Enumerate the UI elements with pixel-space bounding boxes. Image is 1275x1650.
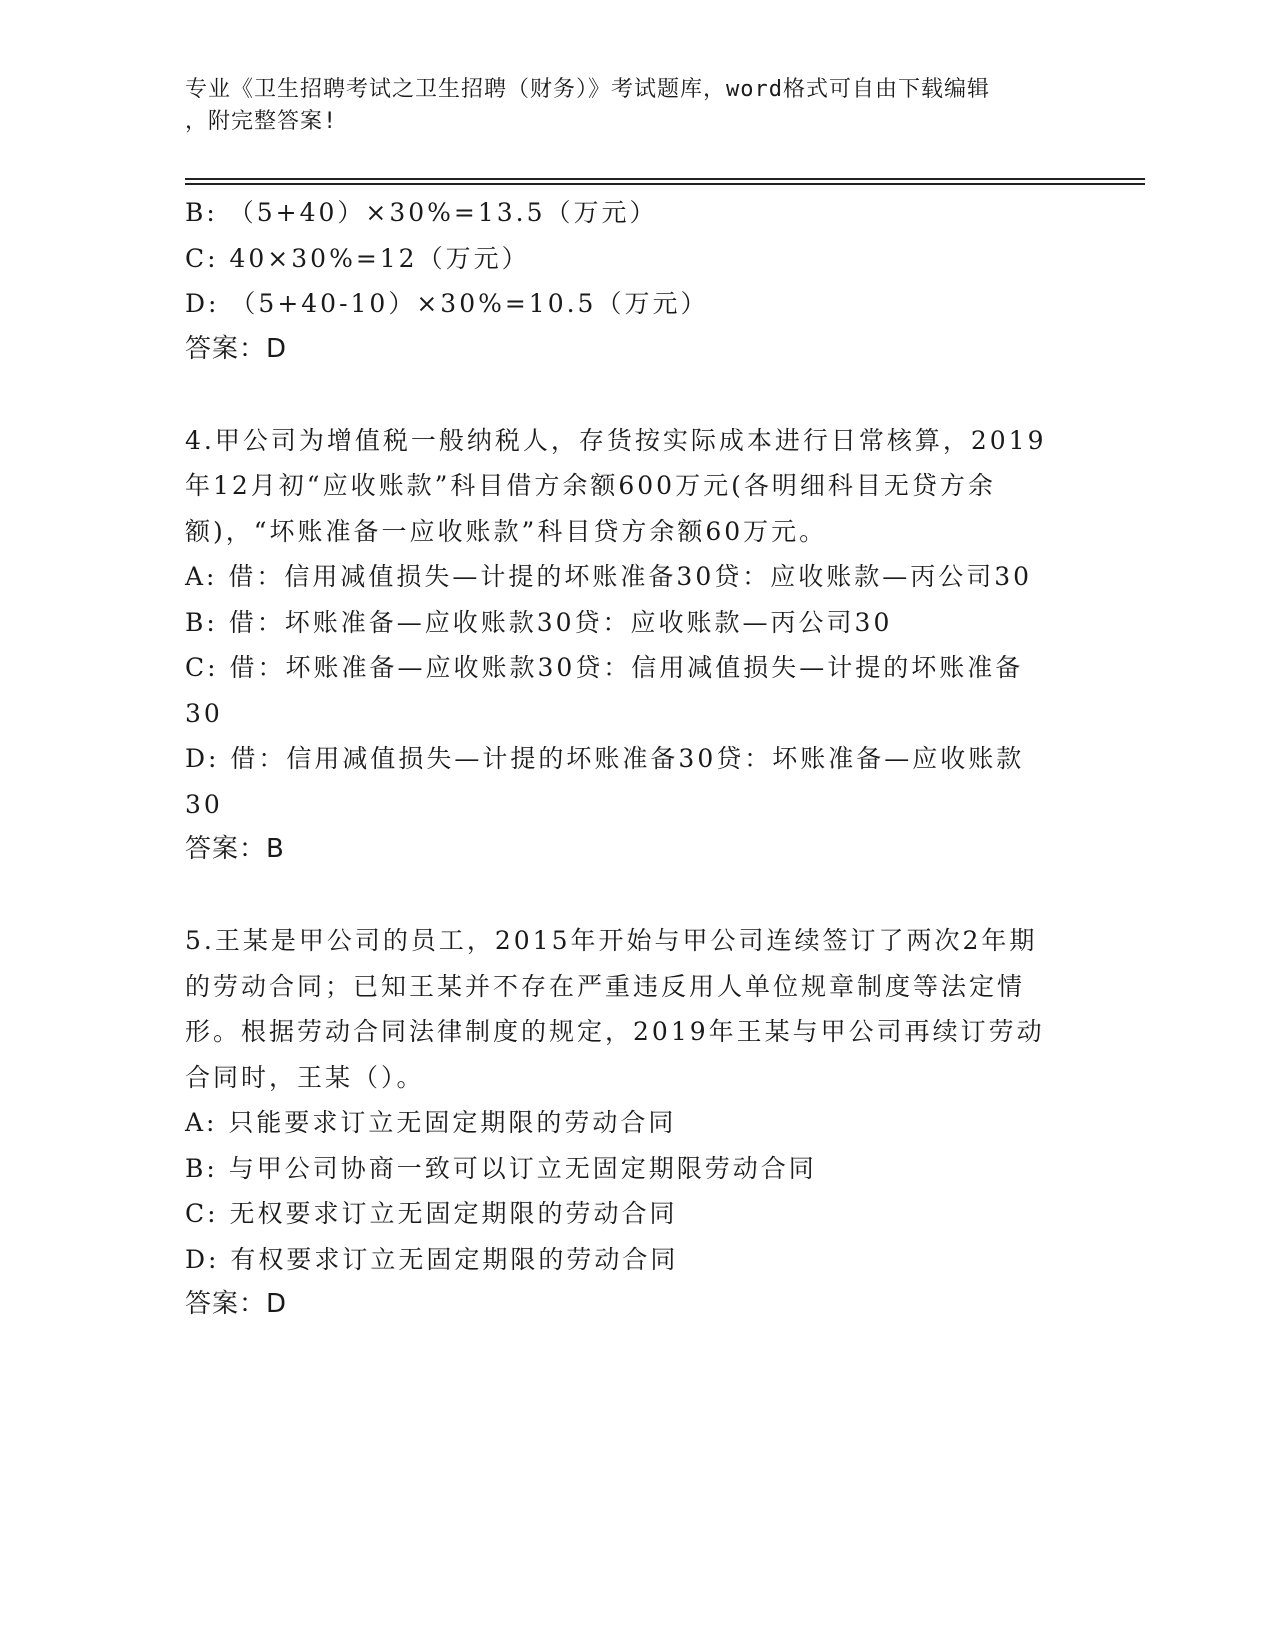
question-stem-line: 4.甲公司为增值税一般纳税人，存货按实际成本进行日常核算，2019 (185, 425, 1047, 455)
option-d-continued: 30 (185, 789, 223, 819)
question-3 (185, 190, 1085, 372)
question-5 (185, 918, 1085, 1328)
option-c: C: 无权要求订立无固定期限的劳动合同 (185, 1199, 678, 1228)
option-b: B: 与甲公司协商一致可以订立无固定期限劳动合同 (185, 1153, 817, 1183)
question-stem-line: 额)，“坏账准备一应收账款”科目贷方余额60万元。 (185, 516, 828, 546)
header-line-1: 专业《卫生招聘考试之卫生招聘（财务）》考试题库，word格式可自由下载编辑 (185, 77, 990, 102)
spacer (185, 873, 1085, 919)
question-stem-line: 5.王某是甲公司的员工，2015年开始与甲公司连续签订了两次2年期 (185, 926, 1038, 955)
header-line-2: ，附完整答案! (185, 109, 338, 134)
question-4 (185, 418, 1085, 873)
option-c: C: 借：坏账准备—应收账款30贷：信用减值损失—计提的坏账准备 (185, 653, 1024, 682)
option-d: D: 有权要求订立无固定期限的劳动合同 (185, 1244, 679, 1274)
option-d: D: 借：信用减值损失—计提的坏账准备30贷：坏账准备—应收账款 (185, 744, 1025, 773)
option-a: A: 借：信用减值损失—计提的坏账准备30贷：应收账款—丙公司30 (185, 562, 1033, 591)
question-stem-line: 形。根据劳动合同法律制度的规定，2019年王某与甲公司再续订劳动 (185, 1017, 1045, 1046)
header-divider-bottom (185, 183, 1145, 185)
document-header (185, 74, 1065, 138)
spacer (185, 372, 1085, 418)
answer-line: 答案：D (185, 333, 288, 364)
question-stem-line: 的劳动合同；已知王某并不存在严重违反用人单位规章制度等法定情 (185, 971, 1026, 1001)
option-d: D: （5+40-10）×30%=10.5（万元） (185, 289, 709, 318)
answer-line: 答案：D (185, 1289, 288, 1319)
header-divider-top (185, 178, 1145, 180)
answer-line: 答案：B (185, 834, 285, 864)
option-b: B: （5+40）×30%=13.5（万元） (185, 198, 658, 227)
option-a: A: 只能要求订立无固定期限的劳动合同 (185, 1108, 677, 1137)
option-b: B: 借：坏账准备—应收账款30贷：应收账款—丙公司30 (185, 607, 893, 637)
option-c-continued: 30 (185, 698, 223, 728)
option-c: C: 40×30%=12（万元） (185, 243, 530, 273)
question-stem-line: 合同时，王某（）。 (185, 1062, 425, 1092)
question-stem-line: 年12月初“应收账款”科目借方余额600万元(各明细科目无贷方余 (185, 471, 996, 500)
document-body (185, 190, 1085, 1328)
